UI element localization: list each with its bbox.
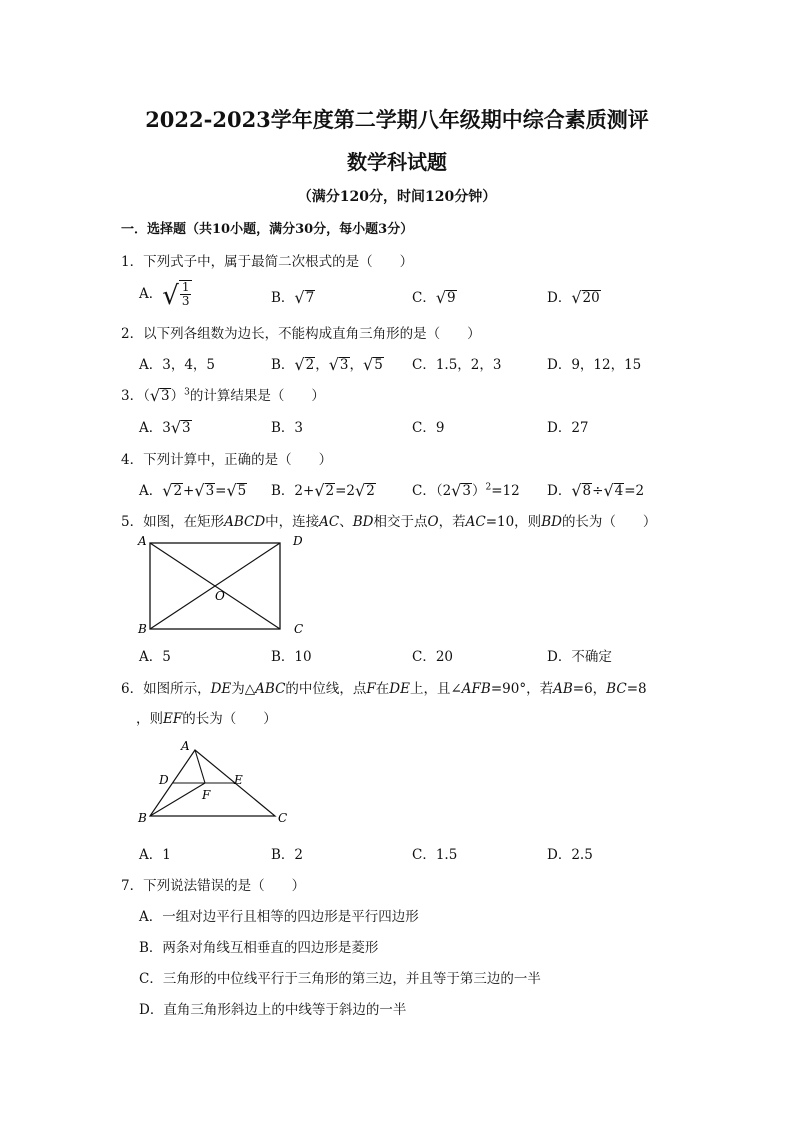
exam-note: （满分120分，时间120分钟）	[297, 189, 497, 205]
q5-label-c: C	[294, 622, 304, 636]
q5-option-a: A．5	[139, 649, 171, 665]
q6-segment-bf	[150, 783, 205, 816]
q5-stem: 5．如图，在矩形ABCD中，连接AC、BD相交于点O，若AC=10，则BD的长为（ ）	[121, 514, 657, 530]
q6-label-a: A	[181, 739, 190, 753]
q1-option-b: B．√7	[271, 288, 315, 307]
exam-subtitle: 数学科试题	[347, 150, 447, 174]
q6-label-d: D	[159, 773, 169, 787]
q5-label-o: O	[215, 589, 225, 603]
q6-option-b: B．2	[271, 847, 304, 863]
exam-title: 2022-2023学年度第二学期八年级期中综合素质测评	[145, 107, 649, 132]
q1-option-a: A．√ $\frac{1}{3}$	[139, 280, 192, 311]
q1-a-label: A．	[139, 286, 163, 303]
q6-stem-line1: 6．如图所示，DE为△ABC的中位线，点F在DE上，且∠AFB=90°，若AB=6，BC=8	[121, 681, 647, 697]
q1-a-fraction: $\frac{1}{3}$	[181, 280, 190, 309]
q5-rectangle-figure	[130, 530, 320, 640]
q5-option-d: D．不确定	[547, 649, 612, 665]
q3-option-c: C．9	[412, 420, 445, 436]
q5-option-c: C．20	[412, 649, 454, 665]
q7-option-a: A．一组对边平行且相等的四边形是平行四边形	[139, 909, 419, 925]
q6-stem-line2: ，则EF的长为（ ）	[136, 711, 277, 727]
q5-label-a: A	[138, 534, 147, 548]
q4-option-c: C．$(2√3)^2=12$	[412, 481, 520, 500]
section-title: 一．选择题（共10小题，满分30分，每小题3分）	[121, 222, 414, 237]
q2-option-d: D．9，12，15	[547, 357, 642, 373]
q7-option-d: D．直角三角形斜边上的中线等于斜边的一半	[139, 1002, 407, 1018]
q6-option-d: D．2.5	[547, 847, 593, 863]
q4-option-b: B．2+√2=2√2	[271, 481, 375, 500]
q3-option-a: A．3√3	[139, 418, 191, 437]
q3-option-b: B．3	[271, 420, 304, 436]
q5-label-d: D	[293, 534, 303, 548]
q7-option-c: C．三角形的中位线平行于三角形的第三边，并且等于第三边的一半	[139, 971, 541, 987]
q6-option-a: A．1	[139, 847, 171, 863]
q6-label-f: F	[202, 788, 211, 802]
q1-option-d: D．√20	[547, 288, 600, 307]
q5-option-b: B．10	[271, 649, 312, 665]
q7-option-b: B．两条对角线互相垂直的四边形是菱形	[139, 940, 379, 956]
q6-label-e: E	[234, 773, 243, 787]
q6-triangle-figure	[130, 734, 300, 829]
q1-stem: 1．下列式子中，属于最简二次根式的是（ ）	[121, 254, 414, 270]
q6-label-b: B	[138, 811, 147, 825]
q2-option-a: A．3，4，5	[139, 357, 216, 373]
q2-stem: 2．以下列各组数为边长，不能构成直角三角形的是（ ）	[121, 326, 481, 342]
q4-stem: 4．下列计算中，正确的是（ ）	[121, 452, 333, 468]
q4-option-a: A．√2+√3=√5	[139, 481, 247, 500]
q3-option-d: D．27	[547, 420, 589, 436]
q5-label-b: B	[138, 622, 147, 636]
q7-stem: 7．下列说法错误的是（ ）	[121, 878, 306, 894]
q2-option-c: C．1.5，2，3	[412, 357, 502, 373]
q2-option-b: B．√2，√3，√5	[271, 355, 383, 374]
q1-option-c: C．√9	[412, 288, 456, 307]
q3-stem: 3．$(√3)^3$的计算结果是（ ）	[121, 386, 325, 405]
q6-label-c: C	[278, 811, 288, 825]
q6-option-c: C．1.5	[412, 847, 458, 863]
q4-option-d: D．√8÷√4=2	[547, 481, 645, 500]
q6-segment-af	[195, 750, 205, 783]
